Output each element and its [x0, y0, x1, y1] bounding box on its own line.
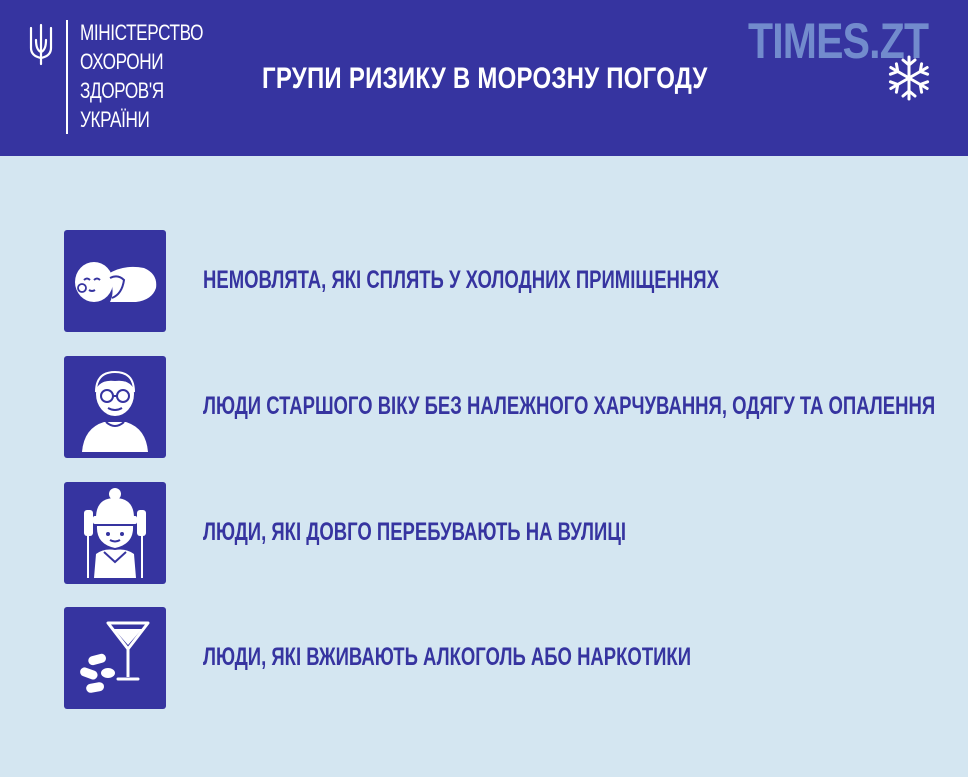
risk-group-label: НЕМОВЛЯТА, ЯКІ СПЛЯТЬ У ХОЛОДНИХ ПРИМІЩЕННЯХ [203, 266, 719, 294]
risk-group-icon-box [64, 356, 166, 458]
risk-group-label: ЛЮДИ СТАРШОГО ВІКУ БЕЗ НАЛЕЖНОГО ХАРЧУВАННЯ, ОДЯГУ ТА ОПАЛЕННЯ [203, 392, 936, 420]
risk-group-item [0, 230, 968, 334]
winter-hat-person-icon [64, 482, 166, 584]
header-banner [0, 0, 968, 156]
page-title: ГРУПИ РИЗИКУ В МОРОЗНУ ПОГОДУ [262, 62, 708, 95]
snowflake-icon [883, 54, 935, 102]
ministry-line: МІНІСТЕРСТВО [80, 20, 204, 45]
risk-group-item [0, 356, 968, 460]
risk-group-icon-box [64, 230, 166, 332]
risk-group-item [0, 482, 968, 586]
ministry-divider [66, 20, 68, 134]
risk-group-icon-box [64, 607, 166, 709]
ministry-line: УКРАЇНИ [80, 107, 150, 132]
risk-group-icon-box [64, 482, 166, 584]
ministry-line: ЗДОРОВ'Я [80, 78, 164, 103]
risk-group-label: ЛЮДИ, ЯКІ ДОВГО ПЕРЕБУВАЮТЬ НА ВУЛИЦІ [203, 518, 626, 546]
ministry-name [80, 18, 203, 134]
risk-group-item [0, 607, 968, 711]
sleeping-baby-icon [64, 230, 166, 332]
ministry-line: ОХОРОНИ [80, 49, 164, 74]
trident-icon [28, 22, 54, 66]
risk-group-label: ЛЮДИ, ЯКІ ВЖИВАЮТЬ АЛКОГОЛЬ АБО НАРКОТИКИ [203, 643, 692, 671]
watermark: TIMES.ZT [748, 13, 929, 69]
elderly-person-icon [64, 356, 166, 458]
cocktail-pills-icon [64, 607, 166, 709]
